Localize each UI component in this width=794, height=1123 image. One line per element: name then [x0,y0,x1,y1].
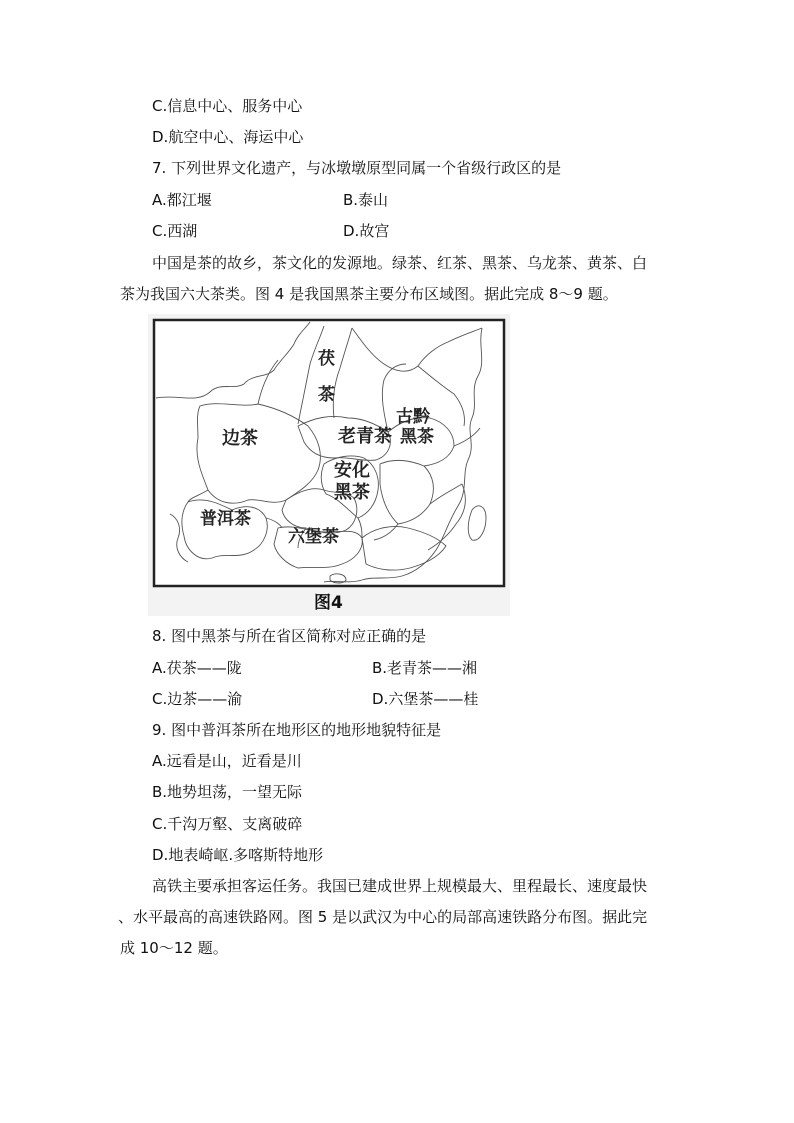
q8-option-b: B.老青茶——湘 [372,659,478,677]
label-lao-qing-cha: 老青茶 [338,426,392,447]
label-an-hua-2: 黑茶 [334,482,370,503]
q8-option-d: D.六堡茶——桂 [372,690,479,708]
q8-option-a: A.茯茶——陇 [152,659,242,677]
tea-passage-line-1: 中国是茶的故乡，茶文化的发源地。绿茶、红茶、黑茶、乌龙茶、黄茶、白 [152,254,648,272]
q8-stem: 8. 图中黑茶与所在省区简称对应正确的是 [152,627,427,645]
figure-4-caption: 图4 [314,593,343,613]
label-bian-cha: 边茶 [222,428,258,449]
black-tea-distribution-map [148,314,510,616]
q9-option-d: D.地表崎岖.多喀斯特地形 [152,846,324,864]
rail-passage-line-1: 高铁主要承担客运任务。我国已建成世界上规模最大、里程最长、速度最快 [152,877,648,895]
tea-passage-line-2: 茶为我国六大茶类。图 4 是我国黑茶主要分布区域图。据此完成 8～9 题。 [120,285,618,303]
label-an-hua-1: 安化 [334,460,370,481]
figure-4-map [148,314,510,616]
label-gu-qian-2: 黑茶 [400,427,434,447]
q9-option-a: A.远看是山，近看是川 [152,752,302,770]
q9-option-b: B.地势坦荡，一望无际 [152,783,303,801]
rail-passage-line-3: 成 10～12 题。 [120,939,228,957]
label-pu-er-cha: 普洱茶 [200,509,251,529]
q9-option-c: C.千沟万壑、支离破碎 [152,815,303,833]
q8-option-c: C.边茶——渝 [152,690,243,708]
label-fu-1: 茯 [318,349,335,369]
rail-passage-line-2: 、水平最高的高速铁路网。图 5 是以武汉为中心的局部高速铁路分布图。据此完 [118,908,648,926]
q6-option-d: D.航空中心、海运中心 [152,128,304,146]
q7-option-c: C.西湖 [152,222,198,240]
q7-option-b: B.泰山 [343,191,389,209]
q7-option-d: D.故宫 [343,222,390,240]
label-gu-qian-1: 古黔 [396,407,430,427]
q7-stem: 7. 下列世界文化遗产，与冰墩墩原型同属一个省级行政区的是 [152,159,562,177]
label-liu-bao-cha: 六堡茶 [288,527,339,547]
q9-stem: 9. 图中普洱茶所在地形区的地形地貌特征是 [152,721,442,739]
label-fu-2: 茶 [318,385,335,405]
q7-option-a: A.都江堰 [152,191,212,209]
q6-option-c: C.信息中心、服务中心 [152,97,303,115]
